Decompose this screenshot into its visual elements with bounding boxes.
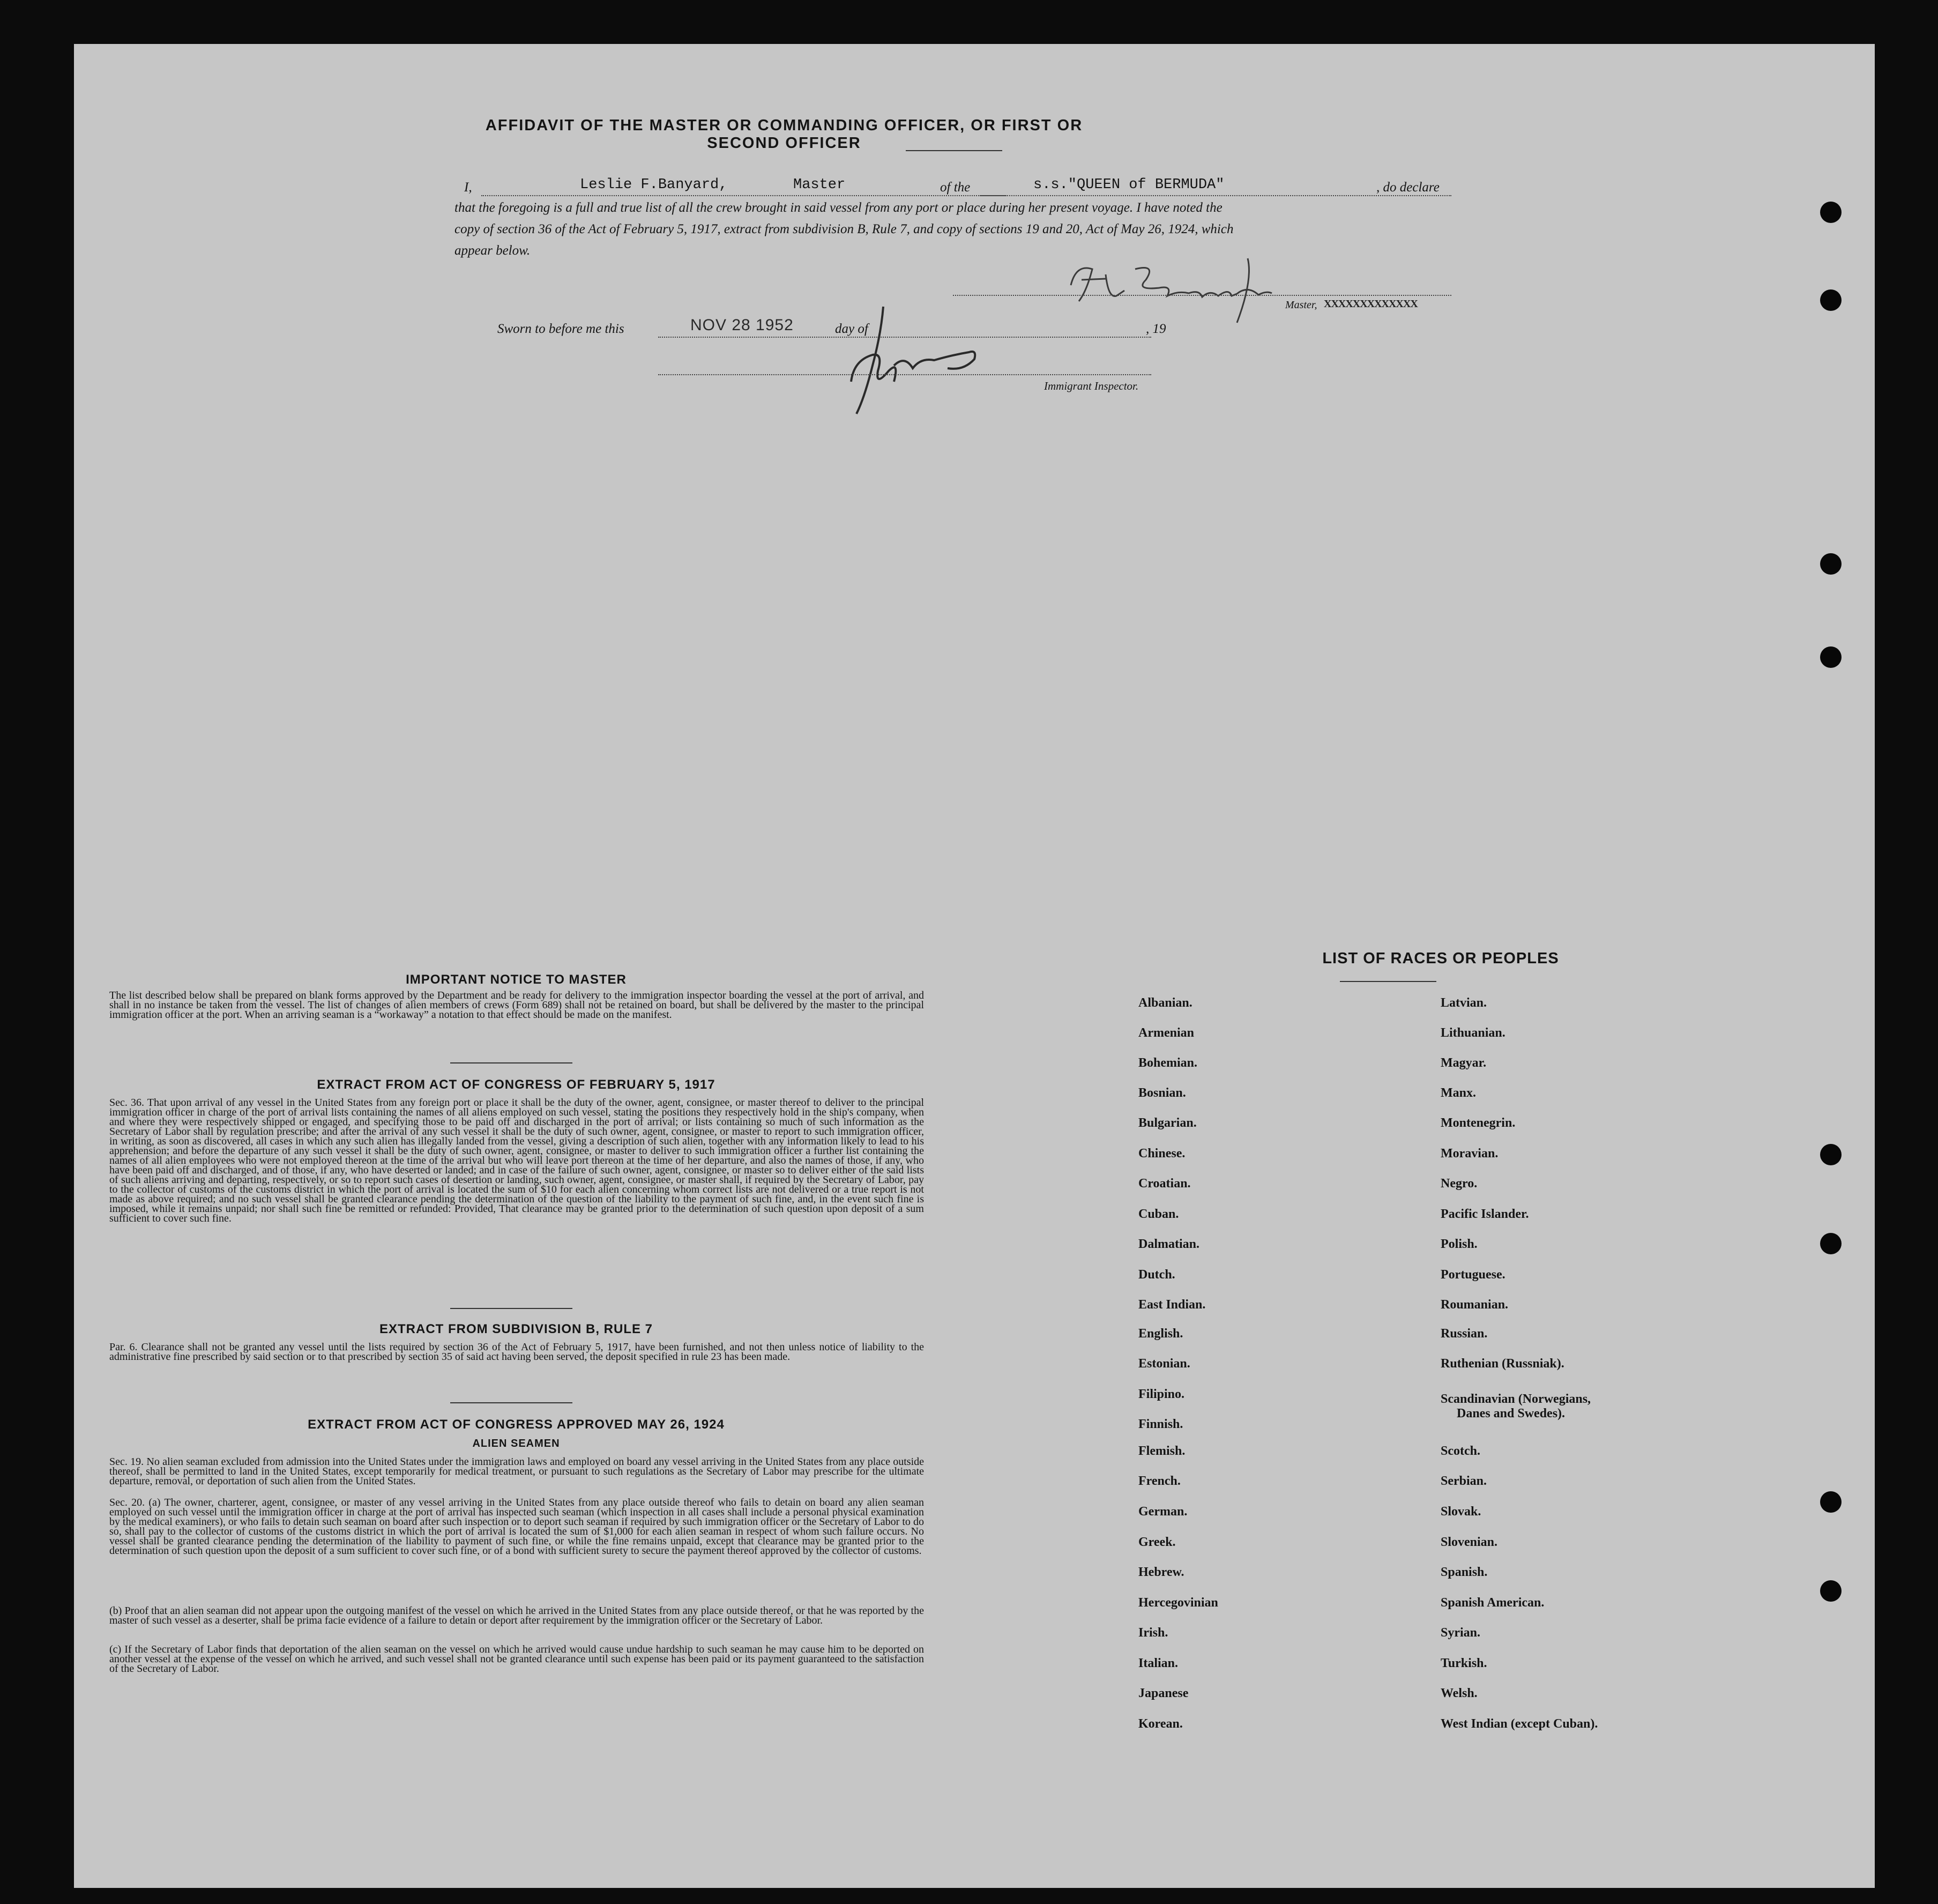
punch-hole bbox=[1820, 646, 1842, 668]
race-item: Roumanian. bbox=[1441, 1298, 1509, 1312]
inspector-label: Immigrant Inspector. bbox=[1044, 380, 1139, 392]
document-page bbox=[74, 44, 1875, 1888]
race-item: Turkish. bbox=[1441, 1656, 1487, 1670]
race-item: Spanish American. bbox=[1441, 1596, 1545, 1610]
of-the-label: of the bbox=[940, 180, 971, 195]
race-item: Danes and Swedes). bbox=[1457, 1407, 1566, 1420]
race-item: Croatian. bbox=[1138, 1177, 1191, 1191]
race-item: French. bbox=[1138, 1474, 1181, 1488]
affidavit-line-4: appear below. bbox=[454, 243, 531, 258]
notice-title: IMPORTANT NOTICE TO MASTER bbox=[406, 972, 627, 987]
punch-hole bbox=[1820, 1144, 1842, 1165]
race-item: Syrian. bbox=[1441, 1626, 1481, 1640]
race-item: Latvian. bbox=[1441, 996, 1487, 1010]
race-item: Flemish. bbox=[1138, 1444, 1186, 1458]
master-title-struck: XXXXXXXXXXXXX bbox=[1324, 298, 1418, 310]
races-title: LIST OF RACES OR PEOPLES bbox=[1322, 950, 1559, 967]
title-divider bbox=[906, 150, 1002, 151]
race-item: Slovenian. bbox=[1441, 1535, 1498, 1549]
inspector-signature bbox=[814, 301, 1007, 430]
punch-hole bbox=[1820, 1491, 1842, 1513]
master-name: Leslie F.Banyard, bbox=[580, 177, 728, 193]
race-item: Greek. bbox=[1138, 1535, 1176, 1549]
race-item: Hebrew. bbox=[1138, 1565, 1184, 1579]
race-item: Dalmatian. bbox=[1138, 1237, 1199, 1251]
master-title-label: Master, bbox=[1285, 299, 1317, 311]
master-signature-line bbox=[953, 295, 1451, 296]
punch-hole bbox=[1820, 1233, 1842, 1254]
race-item: Bosnian. bbox=[1138, 1086, 1186, 1100]
race-item: Hercegovinian bbox=[1138, 1596, 1218, 1610]
races-divider bbox=[1340, 981, 1436, 982]
sec-20c-text: (c) If the Secretary of Labor finds that deportation of the alien seaman on the vessel on which he arrived would cause undue hardship to such seaman he may cause him to be deported on another vessel at the expense of the vessel on which he arrived, and such vessel shall not be granted clearance until such expense has been paid or its payment guaranteed to the satisfaction of the Secretary of Labor. bbox=[109, 1643, 924, 1675]
sworn-date-stamp: NOV 28 1952 bbox=[690, 316, 794, 334]
divider-3 bbox=[450, 1402, 572, 1403]
affidavit-i: I, bbox=[464, 180, 472, 195]
race-item: Filipino. bbox=[1138, 1387, 1185, 1401]
extract-rule7-title: EXTRACT FROM SUBDIVISION B, RULE 7 bbox=[379, 1322, 653, 1336]
race-item: Cuban. bbox=[1138, 1207, 1179, 1221]
punch-hole bbox=[1820, 289, 1842, 311]
vessel-blank bbox=[980, 195, 1451, 196]
name-blank bbox=[481, 195, 1007, 196]
race-item: Moravian. bbox=[1441, 1147, 1499, 1161]
race-item: Ruthenian (Russniak). bbox=[1441, 1357, 1564, 1371]
master-signature bbox=[1055, 248, 1312, 328]
race-item: Slovak. bbox=[1441, 1505, 1481, 1519]
race-item: Montenegrin. bbox=[1441, 1116, 1516, 1130]
punch-hole bbox=[1820, 553, 1842, 575]
affidavit-line-2: that the foregoing is a full and true list of all the crew brought in said vessel from any port or place during her present voyage. I have noted the bbox=[454, 200, 1223, 215]
race-item: Lithuanian. bbox=[1441, 1026, 1505, 1040]
race-item: Magyar. bbox=[1441, 1056, 1487, 1070]
race-item: Polish. bbox=[1441, 1237, 1478, 1251]
notice-text: The list described below shall be prepared on blank forms approved by the Department and be ready for delivery to the immigration inspector boarding the vessel at the port of arrival, and shall in no instance be taken from the vessel. The list of changes of alien members of crews (Form 689) shall not be retained on board, but shall be delivered by the master to the principal immigration officer at the port. When an arriving seaman is a “workaway” a notation to that effect should be made on the manifest. bbox=[109, 990, 924, 1021]
race-item: East Indian. bbox=[1138, 1298, 1206, 1312]
year-label: , 19 bbox=[1146, 322, 1166, 336]
race-item: Scotch. bbox=[1441, 1444, 1480, 1458]
punch-hole bbox=[1820, 1580, 1842, 1602]
sec-20a-text: Sec. 20. (a) The owner, charterer, agent, consignee, or master of any vessel arriving in the United States from any place outside thereof who fails to detain on board any alien seaman employed on such vessel until the immigration officer in charge at the port of arrival has inspected such seaman (which inspection in all cases shall include a personal physical examination by the medical examiners), or who fails to detain such seaman on board after such inspection or to deport such seaman if required by such immigration officer or the Secretary of Labor to do so, shall pay to the collector of customs of the customs district in which the port of arrival is located the sum of $1,000 for each alien seaman in respect of whom such failure occurs. No vessel shall be granted clearance pending the determination of the liability to payment of such fine, or while the fine remains unpaid, except that clearance may be granted prior to the determination of such question upon the deposit of a sum sufficient to cover such fine, or of a bond with sufficient surety to secure the payment thereof approved by the collector of customs. bbox=[109, 1497, 924, 1557]
race-item: Dutch. bbox=[1138, 1268, 1175, 1282]
affidavit-title: AFFIDAVIT OF THE MASTER OR COMMANDING OFFICER, OR FIRST OR SECOND OFFICER bbox=[485, 117, 1083, 152]
extract-1917-title: EXTRACT FROM ACT OF CONGRESS OF FEBRUARY 5, 1917 bbox=[317, 1077, 715, 1092]
race-item: Irish. bbox=[1138, 1626, 1168, 1640]
affidavit-line-3: copy of section 36 of the Act of February 5, 1917, extract from subdivision B, Rule 7, and copy of sections 19 and 20, Act of May 26, 1924, which bbox=[454, 222, 1234, 236]
divider-1 bbox=[450, 1062, 572, 1063]
race-item: English. bbox=[1138, 1327, 1183, 1341]
day-of-label: day of bbox=[835, 322, 868, 336]
race-item: German. bbox=[1138, 1505, 1188, 1519]
sworn-label: Sworn to before me this bbox=[497, 322, 624, 336]
vessel-name: s.s."QUEEN of BERMUDA" bbox=[1033, 177, 1225, 193]
race-item: West Indian (except Cuban). bbox=[1441, 1717, 1598, 1731]
race-item: Spanish. bbox=[1441, 1565, 1488, 1579]
extract-1924-title: EXTRACT FROM ACT OF CONGRESS APPROVED MAY 26, 1924 bbox=[308, 1417, 725, 1432]
alien-seamen-subtitle: ALIEN SEAMEN bbox=[472, 1438, 560, 1449]
race-item: Estonian. bbox=[1138, 1357, 1190, 1371]
race-item: Chinese. bbox=[1138, 1147, 1186, 1161]
race-item: Finnish. bbox=[1138, 1417, 1183, 1431]
extract-1917-text: Sec. 36. That upon arrival of any vessel in the United States from any foreign port or place it shall be the duty of the owner, agent, consignee, or master thereof to deliver to the principal immigration officer in charge of the port of arrival lists containing the names of all aliens employed on such vessel, stating the positions they respectively hold in the ship's company, when and where they were respectively shipped or engaged, and specifying those to be paid off and discharged in the port of arrival; or lists containing so much of such information as the Secretary of Labor shall by regulation prescribe; and after the arrival of any such vessel it shall be the duty of such owner, agent, consignee, or master to report to such immigration officer, in writing, as soon as discovered, all cases in which any such alien has illegally landed from the vessel, giving a description of such alien, together with any information likely to lead to his apprehension; and before the departure of any such vessel it shall be the duty of such owner, agent, consignee, or master to deliver to such immigration officer a further list containing the names of all alien employees who were not employed thereon at the time of the arrival but who will leave port thereon at the time of her departure, and also the names of those, if any, who have been paid off and discharged, and of those, if any, who have deserted or landed; and in case of the failure of such owner, agent, consignee, or master so to deliver either of the said lists of such aliens arriving and departing, respectively, or so to report such cases of desertion or landing, such owner, agent, consignee, or master shall, if required by the Secretary of Labor, pay to the collector of customs of the customs district in which the port of arrival is located the sum of $10 for each alien concerning whom correct lists are not delivered or a true report is not made as above required; and no such vessel shall be granted clearance pending the determination of the question of the liability to the payment of such fine, and, in the event such fine is imposed, while it remains unpaid; nor shall such fine be remitted or refunded: Provided, That clearance may be granted prior to the determination of such question upon deposit of a sum sufficient to cover such fine. bbox=[109, 1097, 924, 1224]
master-rank: Master bbox=[793, 177, 846, 193]
race-item: Negro. bbox=[1441, 1177, 1478, 1191]
race-item: Armenian bbox=[1138, 1026, 1194, 1040]
inspector-signature-line bbox=[658, 374, 1151, 375]
sec-20b-text: (b) Proof that an alien seaman did not appear upon the outgoing manifest of the vessel on which he arrived in the United States from any place outside thereof, or that he was reported by the master of such vessel as a deserter, shall be prima facie evidence of a failure to detain or deport after requirement by the immigration officer or the Secretary of Labor. bbox=[109, 1605, 924, 1626]
extract-rule7-text: Par. 6. Clearance shall not be granted any vessel until the lists required by section 36 of the Act of February 5, 1917, have been furnished, and not then unless notice of liability to the administrative fine prescribed by said section or to that prescribed by section 35 of said act having been served, the deposit specified in rule 23 has been made. bbox=[109, 1341, 924, 1363]
race-item: Japanese bbox=[1138, 1686, 1189, 1700]
race-item: Scandinavian (Norwegians, bbox=[1441, 1392, 1591, 1406]
race-item: Russian. bbox=[1441, 1327, 1488, 1341]
race-item: Albanian. bbox=[1138, 996, 1192, 1010]
race-item: Welsh. bbox=[1441, 1686, 1478, 1700]
race-item: Pacific Islander. bbox=[1441, 1207, 1529, 1221]
race-item: Bulgarian. bbox=[1138, 1116, 1197, 1130]
divider-2 bbox=[450, 1308, 572, 1309]
race-item: Serbian. bbox=[1441, 1474, 1487, 1488]
sec-19-text: Sec. 19. No alien seaman excluded from admission into the United States under the immigration laws and employed on board any vessel arriving in the United States from any place outside thereof, shall be permitted to land in the United States, except temporarily for medical treatment, or pursuant to such regulations as the Secretary of Labor may prescribe for the ultimate departure, removal, or deportation of such alien from the United States. bbox=[109, 1456, 924, 1487]
race-item: Portuguese. bbox=[1441, 1268, 1505, 1282]
race-item: Korean. bbox=[1138, 1717, 1183, 1731]
race-item: Manx. bbox=[1441, 1086, 1476, 1100]
do-declare-label: , do declare bbox=[1376, 180, 1440, 195]
race-item: Bohemian. bbox=[1138, 1056, 1198, 1070]
punch-hole bbox=[1820, 202, 1842, 223]
race-item: Italian. bbox=[1138, 1656, 1179, 1670]
